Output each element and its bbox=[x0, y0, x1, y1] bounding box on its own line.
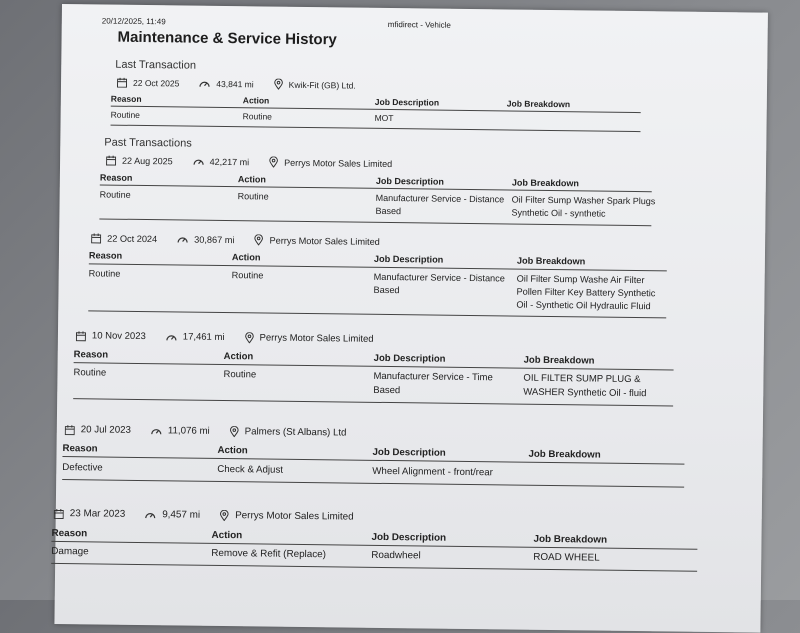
transaction-garage: Perrys Motor Sales Limited bbox=[235, 510, 354, 522]
transaction-block bbox=[52, 508, 698, 516]
odometer-icon bbox=[193, 156, 204, 166]
col-header-reason: Reason bbox=[111, 94, 142, 104]
transaction-date: 20 Jul 2023 bbox=[81, 424, 131, 436]
calendar-icon bbox=[76, 331, 86, 341]
transaction-block bbox=[89, 232, 667, 239]
transaction-mileage: 30,867 mi bbox=[194, 234, 234, 244]
transaction-block bbox=[111, 77, 641, 83]
cell-reason: Routine bbox=[111, 109, 140, 121]
location-pin-icon bbox=[254, 234, 263, 245]
cell-reason: Routine bbox=[73, 366, 106, 380]
transaction-date: 22 Oct 2024 bbox=[107, 233, 157, 244]
cell-job-breakdown: Oil Filter Sump Washer Spark Plugs Synthetic Oil - synthetic bbox=[511, 194, 659, 222]
col-header-job-description: Job Description bbox=[372, 447, 445, 459]
cell-job-description: Manufacturer Service - Distance Based bbox=[375, 192, 515, 220]
col-header-action: Action bbox=[217, 445, 247, 456]
odometer-icon bbox=[199, 78, 210, 88]
transaction-date: 22 Oct 2025 bbox=[133, 77, 179, 88]
page-title: Maintenance & Service History bbox=[117, 29, 336, 49]
past-transactions-heading: Past Transactions bbox=[104, 137, 192, 150]
calendar-icon bbox=[91, 233, 101, 243]
cell-action: Remove & Refit (Replace) bbox=[211, 547, 326, 562]
col-header-job-breakdown: Job Breakdown bbox=[517, 256, 586, 267]
calendar-icon bbox=[54, 508, 64, 518]
cell-action: Routine bbox=[238, 190, 269, 203]
odometer-icon bbox=[177, 234, 188, 244]
cell-action: Routine bbox=[232, 269, 264, 282]
col-header-job-description: Job Description bbox=[374, 353, 446, 365]
row-divider bbox=[111, 125, 641, 132]
col-header-job-breakdown: Job Breakdown bbox=[524, 355, 595, 367]
transaction-garage: Perrys Motor Sales Limited bbox=[269, 235, 379, 246]
printed-page bbox=[54, 4, 768, 633]
cell-job-breakdown bbox=[507, 113, 657, 115]
transaction-block bbox=[63, 424, 685, 432]
odometer-icon bbox=[145, 510, 156, 520]
transaction-garage: Perrys Motor Sales Limited bbox=[259, 332, 373, 344]
location-pin-icon bbox=[269, 157, 278, 168]
location-pin-icon bbox=[220, 510, 229, 521]
transaction-meta bbox=[91, 232, 400, 247]
location-pin-icon bbox=[274, 79, 283, 90]
transaction-date: 23 Mar 2023 bbox=[70, 508, 126, 520]
cell-job-breakdown: ROAD WHEEL bbox=[533, 551, 683, 567]
col-header-reason: Reason bbox=[74, 349, 108, 360]
transaction-date: 10 Nov 2023 bbox=[92, 330, 146, 342]
cell-job-breakdown: Oil Filter Sump Washe Air Filter Pollen Filter Key Battery Synthetic Oil - Synthetic Oil Hydraulic Fluid bbox=[516, 273, 666, 314]
transaction-block bbox=[100, 154, 652, 161]
transaction-mileage: 11,076 mi bbox=[168, 425, 210, 437]
transaction-meta bbox=[117, 77, 376, 91]
cell-job-breakdown bbox=[528, 467, 678, 469]
col-header-job-description: Job Description bbox=[376, 176, 444, 187]
transaction-mileage: 9,457 mi bbox=[162, 509, 200, 520]
col-header-job-description: Job Description bbox=[375, 97, 439, 108]
transaction-garage: Perrys Motor Sales Limited bbox=[284, 157, 392, 168]
location-pin-icon bbox=[230, 426, 239, 437]
col-header-action: Action bbox=[224, 351, 254, 362]
cell-reason: Defective bbox=[62, 461, 103, 475]
odometer-icon bbox=[151, 426, 162, 436]
col-header-job-breakdown: Job Breakdown bbox=[507, 98, 570, 109]
col-header-reason: Reason bbox=[89, 250, 122, 260]
col-header-job-breakdown: Job Breakdown bbox=[533, 534, 607, 546]
transaction-meta bbox=[54, 508, 374, 523]
cell-job-description: Roadwheel bbox=[371, 549, 521, 565]
cell-job-description: Manufacturer Service - Distance Based bbox=[373, 271, 515, 299]
last-transaction-heading: Last Transaction bbox=[115, 59, 196, 72]
transaction-meta bbox=[65, 424, 367, 439]
cell-reason: Damage bbox=[51, 545, 88, 559]
col-header-action: Action bbox=[211, 530, 242, 541]
print-datetime: 20/12/2025, 11:49 bbox=[102, 16, 166, 26]
cell-reason: Routine bbox=[100, 188, 131, 201]
odometer-icon bbox=[166, 332, 177, 342]
col-header-job-breakdown: Job Breakdown bbox=[528, 449, 600, 461]
transaction-mileage: 43,841 mi bbox=[216, 78, 253, 88]
transaction-meta bbox=[106, 155, 412, 170]
col-header-reason: Reason bbox=[63, 443, 98, 454]
location-pin-icon bbox=[244, 332, 253, 343]
calendar-icon bbox=[117, 77, 127, 87]
cell-job-description: MOT bbox=[375, 112, 515, 126]
cell-reason: Routine bbox=[89, 267, 121, 280]
cell-action: Routine bbox=[243, 110, 272, 122]
col-header-reason: Reason bbox=[51, 528, 87, 539]
row-divider bbox=[62, 479, 684, 488]
transaction-garage: Palmers (St Albans) Ltd bbox=[245, 426, 347, 438]
cell-action: Routine bbox=[223, 368, 256, 382]
transaction-garage: Kwik-Fit (GB) Ltd. bbox=[289, 79, 356, 90]
transaction-meta bbox=[76, 330, 394, 345]
cell-job-breakdown: OIL FILTER SUMP PLUG & WASHER Synthetic Oil - fluid bbox=[523, 372, 673, 402]
col-header-reason: Reason bbox=[100, 172, 133, 182]
transaction-date: 22 Aug 2025 bbox=[122, 155, 173, 166]
col-header-job-description: Job Description bbox=[371, 532, 446, 544]
calendar-icon bbox=[65, 425, 75, 435]
transaction-block bbox=[74, 330, 674, 337]
cell-job-description: Manufacturer Service - Time Based bbox=[373, 370, 515, 400]
transaction-mileage: 42,217 mi bbox=[210, 156, 250, 166]
col-header-action: Action bbox=[243, 95, 270, 105]
print-source: mfidirect - Vehicle bbox=[388, 20, 451, 30]
col-header-action: Action bbox=[238, 174, 266, 184]
calendar-icon bbox=[106, 155, 116, 165]
transactions-list bbox=[62, 4, 768, 13]
col-header-job-breakdown: Job Breakdown bbox=[512, 178, 579, 189]
cell-action: Check & Adjust bbox=[217, 463, 283, 478]
transaction-mileage: 17,461 mi bbox=[183, 332, 225, 344]
cell-job-description: Wheel Alignment - front/rear bbox=[372, 465, 522, 481]
col-header-job-description: Job Description bbox=[374, 254, 444, 265]
col-header-action: Action bbox=[232, 252, 261, 262]
